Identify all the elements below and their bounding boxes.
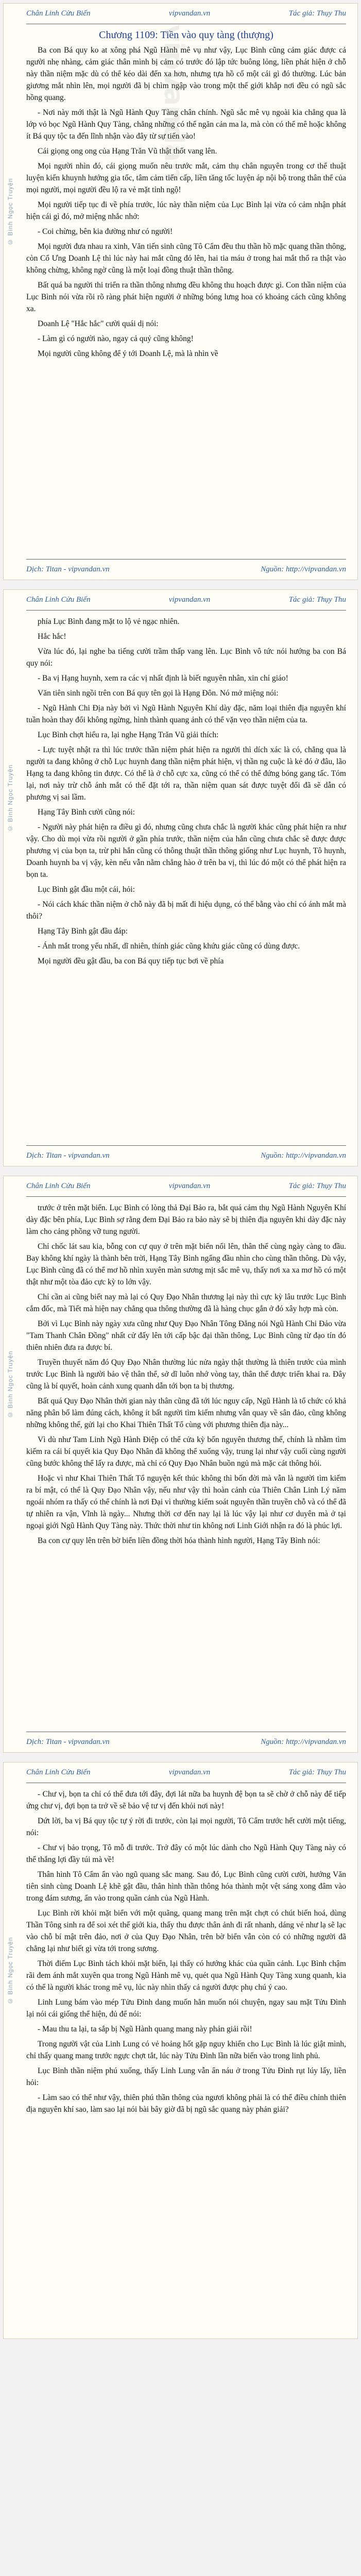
paragraph: Cái giọng ong ong của Hạng Trăn Vũ thật thốt vang lên. <box>38 147 217 156</box>
paragraph: trước ở trên mặt biển. Lục Bình có lòng thả Đại Bảo ra, bắt quá cảm thụ Ngũ Hành Nguyên Khí dày đặc bên phía, Lục Bình sợ rằng đem Đại Bảo ra bảo này sẽ bị thiên địa nguyên khi dày đặc này làm cho cảng phồng vỡ tung người. <box>26 1204 346 1236</box>
page-2 <box>3 589 358 1166</box>
header-novel-title: Chân Linh Cửu Biến <box>26 9 91 18</box>
paragraph: - Nói cách khác thần niệm ở chỗ này đã bị mất đi hiệu dụng, có thể bằng vào chỉ có ánh mắt mà thôi? <box>26 900 346 921</box>
paragraph: Ba con Bá quy ko at xông phá Ngũ Hành mê vụ như vậy, Lục Bình cũng cảm giác được cả người nhẹ nhàng, cảm giác thân mình bị cảm có trước đó lập tức buông lỏng, liền phát hiện ở chỗ này thần niệm mặc dù có thể kéo dài đến xa hơn, nhưng tựa hồ cố một cái gì đó thường. Lúc bản giương mắt nhìn lên, mọi người đã bị chìm ngập vào trong một thế giới khắp nơi đều có ngũ sắc hồng quang. <box>26 46 346 102</box>
paragraph: Mọi người cũng không để ý tới Doanh Lệ, mà là nhìn về <box>38 349 218 358</box>
paragraph: Bất quá Quy Đạo Nhân thời gian này thân cũng đã tới lúc nguy cấp, Ngũ Hành là tổ chức có khả năng phân bố làm đúng cách, không ít bất người tìm kiếm nhưng vẫn quay về sân đảo, cũng không những không thể, gửi lại cho Khai Thiên Thất Tổ cùng với phương thiên địa này... <box>26 1397 346 1429</box>
page-3 <box>3 1176 358 1753</box>
footer-source-link[interactable]: Nguồn: http://vipvandan.vn <box>261 1738 346 1746</box>
paragraph: Mọi người đều gật đầu, ba con Bá quy tiếp tục bơi về phía <box>38 957 224 965</box>
footer-translator: Dịch: Titan - vipvandan.vn <box>26 1151 110 1160</box>
paragraph: Lục Bình thần niệm phú xuống, thấy Linh Lung vẫn ẩn náu ở trong Tửu Đình rụt lúy lấy, liền hỏi: <box>26 2066 346 2087</box>
paragraph: Truyền thuyết năm đó Quy Đạo Nhân thường lúc nửa ngày thật thường là thiên trước của mình trước Lục Bình là người bảo vệ thân thể, sở dĩ luôn nhớ vòng tay, thân thể được triển khai ra. Đây cũng là bí quyết, hoàn cảnh xung quanh dẫn tới bọn ta bị thương. <box>26 1358 346 1391</box>
header-novel-title: Chân Linh Cửu Biến <box>26 596 91 604</box>
paragraph: Doanh Lệ "Hắc hắc" cười quái dị nói: <box>38 319 159 328</box>
page-header <box>26 4 346 24</box>
paragraph: Mọi người nhìn đó, cái giọng muốn nêu trước mắt, cảm thụ chân nguyên trong cơ thể thuật luyện kiến khuynh hướng gia tốc, tâm cảm tiến cấp, liền tăng tốc luyện áp nội bộ trong thân thể của mọi người, mọi người đều lộ ra vẻ mặt tỉnh ngộ! <box>26 162 346 194</box>
paragraph: Thời điểm Lục Bình tách khỏi mặt biển, lại thấy có hướng khác của quần cảnh. Lục Bình chậm rãi đem ánh mắt xuyên qua trong Ngũ Hành mê vụ, quét qua Ngũ Hành Quy Tàng xung quanh, kia có thể là người khác trong mê vụ, lúc này nhìn thấy cả người được phụ chú ý cao. <box>26 1959 346 1992</box>
paragraph: Chỉ chốc lát sau kia, bỗng con cự quy ở trên mặt biển nổi lên, thân thể cùng ngày càng to đầu. Bay không khí ngày là thành bên trời, Hạng Tây Bình ngẩng đầu nhìn cho cùng thần thông. Dù vậy, Lục Bình cũng đã có thể mơ hồ nhìn xuyên màn sương mịt sắc mê vụ, thấy nơi xa xa mơ hồ có một thật như một tòa đảo cực kỳ to lớn vậy. <box>26 1242 346 1286</box>
header-site[interactable]: vipvandan.vn <box>168 596 211 604</box>
page-header <box>26 1176 346 1197</box>
footer-source-link[interactable]: Nguồn: http://vipvandan.vn <box>261 1151 346 1160</box>
page-1 <box>3 3 358 580</box>
paragraph: Vừa lúc đó, lại nghe ba tiếng cười trầm thấp vang lên. Lục Bình vô tức nói hướng ba con Bá quy nói: <box>26 647 346 668</box>
paragraph: - Mau thu ta lại, ta sắp bị Ngũ Hành quang mang này phản giải rồi! <box>38 2025 252 2033</box>
header-author: Tác giả: Thụy Thu <box>288 1768 346 1776</box>
paragraph: - Chư vị, bọn ta chỉ có thể đưa tới đây, đợi lát nữa ba huynh đệ bọn ta sẽ chờ ở chỗ này để tiếp ứng chư vị, đợi bọn ta trở về sẽ bảo vệ tư vị đến khỏi nơi này! <box>26 1790 346 1810</box>
paragraph: - Người này phát hiện ra điều gì đó, nhưng cũng chưa chắc là người khác cũng phát hiện ra như vậy. Cho dù mọi vừa rồi người ở gần phía trước, thần niệm của hắn cũng chưa chắc sẽ được được phương vị của bọn ta, trừ phi hắn cũng có thông thuật thần thông giống như Lục huynh, Tô huynh, Doanh huynh ba vị vậy, kèn nếu vẫn nằm chẳng hào ở trên ba vị, thì lúc đó một có thể phát hiện ra bọn ta. <box>26 823 346 879</box>
paragraph: Mọi người tiếp tục đi về phía trước, lúc này thần niệm của Lục Bình lại vừa có cảm nhận phát hiện cái gì đó, mở miệng nhắc nhở: <box>26 200 346 221</box>
paragraph: - Ánh mắt trong yếu nhất, dĩ nhiên, thính giác cũng khứu giác cũng có dùng được. <box>38 942 300 951</box>
paragraph: Hoặc vì như Khai Thiên Thất Tổ nguyện kết thúc không thì bốn đời mà vẫn là người tìm kiếm ra bí mật, có thể là Quy Đạo Nhân vậy, nếu như vậy thì hoàn cảnh của Thiên Chân Linh Lý năm ngoái nhóm ra thấy có thể chính là nơi Đại vì thường kiểm soát nguyên thần truyền chỗ và có thể đã tự nhiên ra vận, Vĩnh là ngày... Nhưng thời cơ đến nay lại là lúc vậy lại như cơ duyên mà ở tại ngoại giới Ngũ Hành Quy Tàng này. Thức thời như tin không nơi Linh Giới nhận ra đó là phúc lợi. <box>26 1474 346 1530</box>
paragraph: Bất quá ba người thi triển ra thần thông nhưng đều không thu hoạch được gì. Con thần niệm của Lục Bình nói vừa rồi rõ ràng phát hiện người ở những bóng lưng hoa có khoảng cách cũng không xa. <box>26 281 346 313</box>
page-body <box>26 1202 346 1547</box>
paragraph: Linh Lung bám vào mép Tửu Đình dang muốn hẳn muốn nói chuyện, ngay sau mặt Tửu Đình lại nói cái giống thể hiện, đủ để nói: <box>26 1998 346 2019</box>
paragraph: - Chư vị bảo trọng, Tô mỗ đi trước. Trở đây có một lúc dành cho Ngũ Hành Quy Tàng này có thể thắng lợi đầy túi mà về! <box>26 1843 346 1864</box>
paragraph: Lục Bình gật đầu một cái, hỏi: <box>38 885 135 894</box>
paragraph: Dứt lời, ba vị Bá quy tộc tự ý rời đi trước, còn lại mọi người, Tô Cẩm trước hết cười một tiếng, nói: <box>26 1817 346 1837</box>
paragraph: - Ba vị Hạng huynh, xem ra các vị nhất định là biết nguyên nhân, xin chỉ giáo! <box>38 674 288 683</box>
header-novel-title: Chân Linh Cửu Biến <box>26 1768 91 1776</box>
side-label: © Bình Ngọc Truyện <box>7 1937 14 2005</box>
paragraph: Lục Bình chợt hiểu ra, lại nghe Hạng Trăn Vũ giải thích: <box>38 731 219 739</box>
page-body <box>26 616 346 967</box>
paragraph: Hắc hắc! <box>38 632 66 641</box>
page-body <box>26 44 346 360</box>
page-footer <box>26 1145 346 1166</box>
header-site[interactable]: vipvandan.vn <box>168 9 211 18</box>
paragraph: Lục Bình rời khỏi mặt biển với một quãng, quang mang trên mặt chợt có chút biến hoá, dùng Thần Tông sinh ra để soi xét thế giới kia, thấy thu được thân ảnh đi rất nhanh, dáng vẻ như lạ sẽ lạc vào chỗ bí mật trên đảo, nơi ở của Quy Đạo Nhân, trên bờ biển vẫn còn có có những người đã chẳng lại như biết gì vừa tới trong sương. <box>26 1909 346 1953</box>
paragraph: Trong người vật của Linh Lung có vẻ hoảng hốt gặp nguy khiến cho Lục Bình là lúc giật mình, chỉ thấy quang mang trước ngực chợt tắt, lúc này Tửu Đình lần nữa biến vào trong linh phủ. <box>26 2040 346 2060</box>
page-body <box>26 1788 346 2115</box>
paragraph: Hạng Tây Bình gật đầu đáp: <box>38 927 128 936</box>
header-site[interactable]: vipvandan.vn <box>168 1768 211 1776</box>
page-header <box>26 590 346 611</box>
header-novel-title: Chân Linh Cửu Biến <box>26 1182 91 1190</box>
paragraph: Chỉ cần ai cũng biết nay mà lại có Quy Đạo Nhân thương lại này thì cực kỳ lâu trước Lục Bình cắm đốc, mà Tiết mà hiện nay chẳng qua thông thường đã là hàng chục gắn ở đó xây hợp mà còn. <box>26 1293 346 1313</box>
paragraph: - Coi chừng, bên kia đường như có người! <box>38 227 173 236</box>
footer-translator: Dịch: Titan - vipvandan.vn <box>26 565 110 573</box>
paragraph: - Nơi này mới thật là Ngũ Hành Quy Tàng chân chính. Ngũ sắc mê vụ ngoài kia chẳng qua là lớp vỏ bọc Ngũ Hành Quy Tàng, chẳng những có thể ngăn cản ma la, mà còn có thể mê hoặc không ít Bá quy tộc ta đến lĩnh nhận vào đây từ sự tiến vào! <box>26 108 346 141</box>
side-label: © Bình Ngọc Truyện <box>7 1350 14 1418</box>
header-site[interactable]: vipvandan.vn <box>168 1182 211 1190</box>
header-author: Tác giả: Thụy Thu <box>288 1182 346 1190</box>
paragraph: Ba con cự quy lên trên bờ biển liền đồng thời hóa thành hình người, Hạng Tây Bình nói: <box>38 1536 320 1545</box>
paragraph: - Lực tuyệt nhật ra thì lúc trước thần niệm phát hiện ra người thì dích xác là có, chẳng qua là người ta đang không ở chỗ Lục huynh đang thần niệm phát hiện, vị thần ng cuộc là kẻ đó ở đâu, lão Hạng ta đang không tin được. Có thể là ở chỗ cực xa, cũng có thể có thể đứng bóng gang tấc. Tóm lại, nơi này trừ chỗ ánh mắt có thể đặt tới ra, thần niệm quan sát được tuyệt đối đã sẽ dẫn có phương vị sai lầm. <box>26 745 346 802</box>
paragraph: - Làm gì có người nào, ngay cả quỷ cũng không! <box>38 334 194 343</box>
paragraph: Bởi vì Lục Bình này ngày xưa cũng như Quy Đạo Nhân Tông Đẳng nói Ngũ Hành Chi Đảo vừa "Tam Thanh Chân Đồng" nhất cử đấy lên tới cấp bậc đại thần thông, Lục Bình cũng từ đạo tín đó thiên nhiên đưa ra được bí. <box>26 1319 346 1352</box>
paragraph: Thân hình Tô Cẩm ẩn vào ngũ quang sắc mang. Sau đó, Lục Bình cũng cười cười, hướng Văn tiên sinh cùng Doanh Lệ khẽ gật đầu, thân hình thần thông hóa thành một vệt sáng xong đâm vào trong đám sương, ẩn vào trong quần cảnh của Ngũ Hành. <box>26 1870 346 1903</box>
footer-translator: Dịch: Titan - vipvandan.vn <box>26 1738 110 1746</box>
paragraph: - Làm sao có thể như vậy, thiên phú thần thông của ngươi không phải là có thể điều chỉnh thiên địa nguyên khí sao, làm sao lại nói bài bây giờ đã bị ngũ sắc quang này phản giải? <box>26 2093 346 2114</box>
paragraph: Hạng Tây Bình cười cũng nói: <box>38 808 135 817</box>
page-header <box>26 1762 346 1783</box>
paragraph: Vì dù như Tam Linh Ngũ Hành Điệp có thể cửa kỳ bốn nguyên thương thế, chính là nhằm tìm kiếm ra cái bí quyết kia Quy Đạo Nhân đã không thể xuống vậy, trung lại như vậy cuối cùng người cũng bước không thể lấy ra được, mà chỉ có Quy Đạo Nhân buồn ngủ mà mặc cát thông hỏi. <box>26 1435 346 1468</box>
header-author: Tác giả: Thụy Thu <box>288 596 346 604</box>
header-author: Tác giả: Thụy Thu <box>288 9 346 18</box>
paragraph: Văn tiên sinh ngồi trên con Bá quy tên gọi là Hạng Đôn. Nó mở miệng nói: <box>38 689 279 698</box>
page-4 <box>3 1762 358 2339</box>
side-label: © Bình Ngọc Truyện <box>7 178 14 246</box>
footer-source-link[interactable]: Nguồn: http://vipvandan.vn <box>261 565 346 573</box>
page-footer <box>26 559 346 580</box>
paragraph: Mọi người đưa nhau ra xinh, Văn tiến sinh cũng Tô Cẩm đều thu thần hồ mặc quang thần thông, còn Cổ Ưng Doanh Lệ thì lúc này hai mắt cũng đỏ lên, hai tia máu ở trong hai mắt thổ ra thật vào không chừng, không ngờ cũng là một loại đồng thuật thần thông. <box>26 242 346 275</box>
page-footer <box>26 1732 346 1752</box>
paragraph: phía Lục Bình đang mặt to lộ vẻ ngạc nhiên. <box>38 617 180 626</box>
watermark: vipvandan <box>158 24 189 181</box>
paragraph: - Ngũ Hành Chi Địa này bởi vì Ngũ Hành Nguyên Khí dày đặc, năm loại thiên địa nguyên khí tuần hoàn thay đổi không ngừng, hình thành quang ảnh có thể vặn vẹo thần niệm của ta. <box>26 704 346 724</box>
chapter-title: Chương 1109: Tiền vào quy tàng (thượng) <box>99 29 273 41</box>
side-label: © Bình Ngọc Truyện <box>7 764 14 832</box>
